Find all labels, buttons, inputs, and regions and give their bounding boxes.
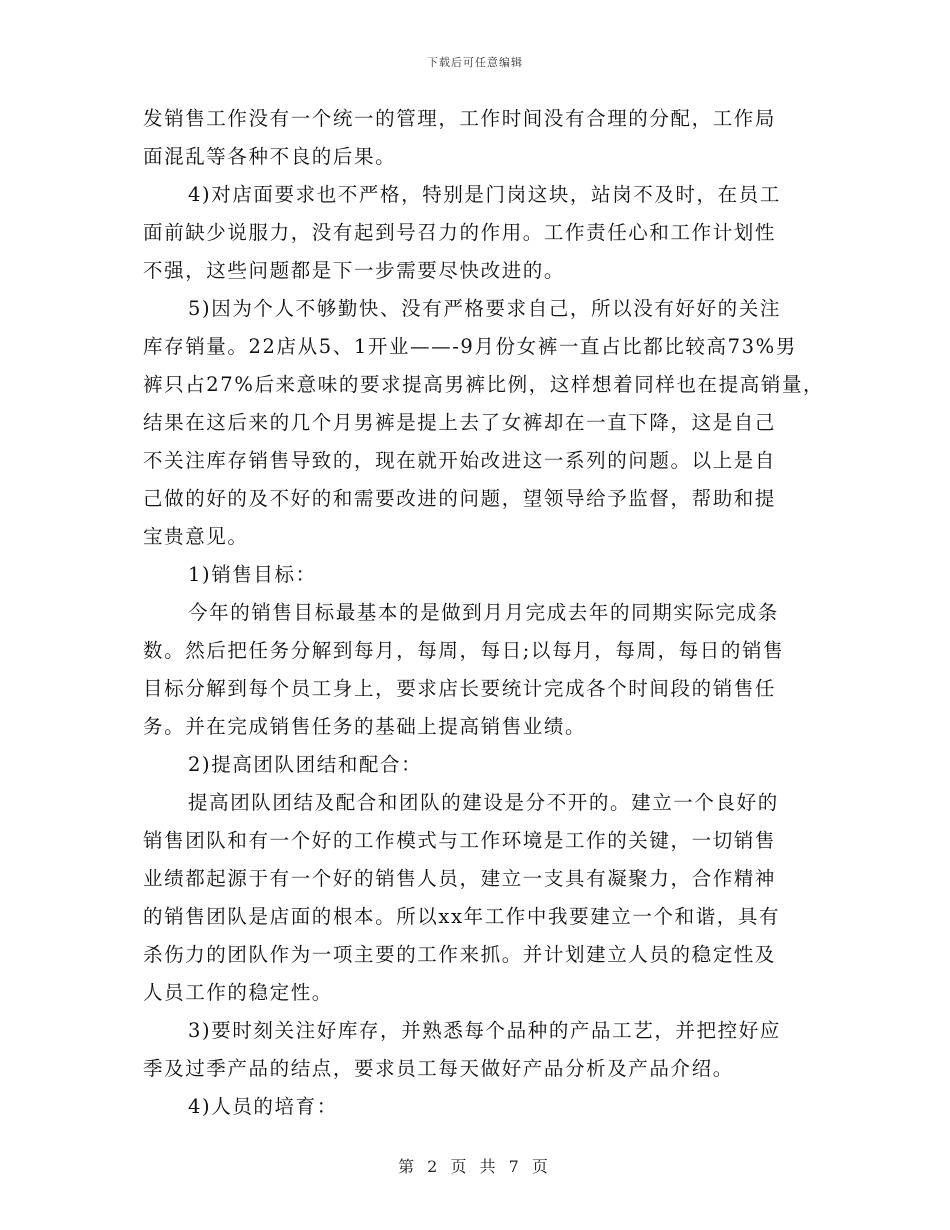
- text-line: 不关注库存销售导致的，现在就开始改进这一系列的问题。以上是自: [143, 449, 777, 472]
- text-line: 季及过季产品的结点，要求员工每天做好产品分析及产品介绍。: [143, 1057, 734, 1080]
- text-line: 4)人员的培育：: [188, 1095, 338, 1118]
- document-body: [143, 100, 843, 1126]
- page-number: 第 2 页 共 7 页: [398, 1157, 552, 1176]
- text-line: 面混乱等各种不良的后果。: [143, 145, 397, 168]
- text-line: 1)销售目标：: [188, 563, 317, 586]
- header-note: 下载后可任意编辑: [427, 56, 523, 69]
- text-line: 3)要时刻关注好库存，并熟悉每个品种的产品工艺，并把控好应: [188, 1019, 781, 1042]
- text-line: 宝贵意见。: [143, 525, 249, 548]
- text-line: 不强，这些问题都是下一步需要尽快改进的。: [143, 259, 566, 282]
- text-line: 己做的好的及不好的和需要改进的问题，望领导给予监督，帮助和提: [143, 487, 777, 510]
- text-line: 今年的销售目标最基本的是做到月月完成去年的同期实际完成条: [188, 601, 779, 624]
- text-line: 杀伤力的团队作为一项主要的工作来抓。并计划建立人员的稳定性及: [143, 943, 777, 966]
- text-line: 4)对店面要求也不严格，特别是门岗这块，站岗不及时，在员工: [188, 183, 781, 206]
- text-line: 发销售工作没有一个统一的管理，工作时间没有合理的分配，工作局: [143, 107, 777, 130]
- text-line: 目标分解到每个员工身上，要求店长要统计完成各个时间段的销售任: [143, 677, 777, 700]
- text-line: 的销售团队是店面的根本。所以xx年工作中我要建立一个和谐，具有: [143, 905, 781, 928]
- text-line: 5)因为个人不够勤快、没有严格要求自己，所以没有好好的关注: [188, 297, 781, 320]
- text-line: 务。并在完成销售任务的基础上提高销售业绩。: [143, 715, 587, 738]
- text-line: 2)提高团队团结和配合：: [188, 753, 423, 776]
- text-line: 销售团队和有一个好的工作模式与工作环境是工作的关键，一切销售: [143, 829, 777, 852]
- text-line: 库存销量。22店从5、1开业——-9月份女裤一直占比都比较高73%男: [143, 335, 797, 358]
- text-line: 裤只占27%后来意味的要求提高男裤比例，这样想着同样也在提高销量，: [143, 373, 825, 396]
- text-line: 人员工作的稳定性。: [143, 981, 333, 1004]
- text-line: 面前缺少说服力，没有起到号召力的作用。工作责任心和工作计划性: [143, 221, 777, 244]
- text-line: 数。然后把任务分解到每月，每周，每日;以每月，每周，每日的销售: [143, 639, 785, 662]
- text-line: 业绩都起源于有一个好的销售人员，建立一支具有凝聚力，合作精神: [143, 867, 777, 890]
- text-line: 提高团队团结及配合和团队的建设是分不开的。建立一个良好的: [188, 791, 779, 814]
- text-line: 结果在这后来的几个月男裤是提上去了女裤却在一直下降，这是自己: [143, 411, 777, 434]
